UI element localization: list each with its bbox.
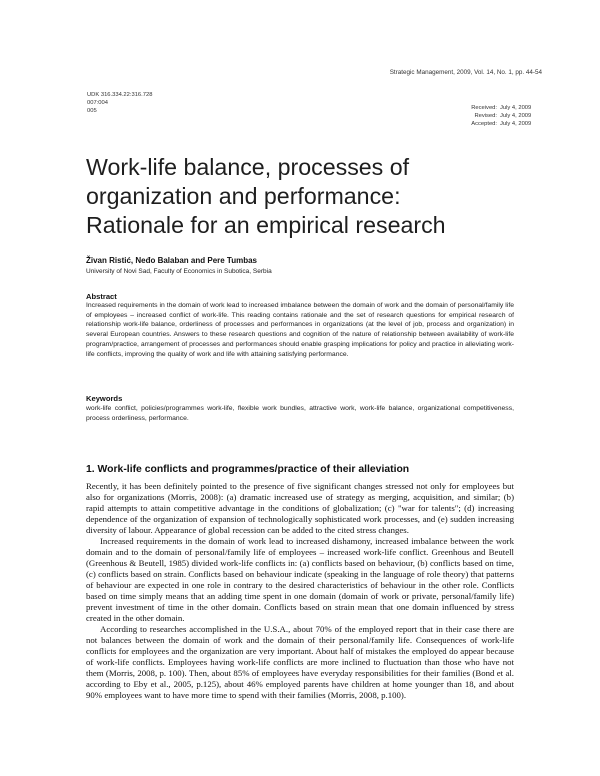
udc-line: 005 [87, 108, 97, 114]
keywords-heading: Keywords [86, 394, 123, 403]
abstract-text: Increased requirements in the domain of work lead to increased imbalance between the domain of work and the domain of personal/family life of employees – increased conflict of work-life. This reading contains rationale and the set of research questions for empirical research of relationship work-life balance, orderliness of processes and performances in organizations (at the level of job, process and organization) in several European countries. Answers to these research questions and cognition of the nature of relationship between availability of work-life program/practice, arrangement of processes and performances should enable grasping implications for policy and practice in alleviating work-life conflicts, improving the quality of work and life with attaining satisfying performance. [86, 302, 514, 358]
date-label: Revised: [474, 113, 497, 119]
submission-dates [410, 104, 542, 128]
authors: Živan Ristić, Neđo Balaban and Pere Tumbas [86, 256, 258, 265]
keywords-text: work-life conflict, policies/programmes work-life, flexible work bundles, attractive work, work-life balance, organizational competitiveness, process orderliness, performance. [86, 405, 514, 422]
title-line: Work-life balance, processes of [86, 154, 410, 180]
date-value: July 4, 2009 [500, 105, 532, 111]
title-line: Rationale for an empirical research [86, 212, 446, 238]
udc-codes [87, 91, 152, 115]
accepted-date [410, 120, 542, 128]
udc-line: UDK 316.334.22:316.728 [87, 92, 153, 98]
journal-reference: Strategic Management, 2009, Vol. 14, No. 1, pp. 44-54 [389, 69, 542, 76]
date-label: Received: [471, 105, 497, 111]
title-line: organization and performance: [86, 183, 401, 209]
paragraph: Increased requirements in the domain of work lead to increased dishamony, increased imbalance between the work domain and to the domain of personal/family life of employees – increased work-life conflict. Greenhous and Beutell (Greenhous & Beutell, 1985) divided work-life conflicts in: (a) conflicts based on behaviour, (b) conflicts based on time, (c) conflicts based on strain. Conflicts based on behaviour indicate (speaking in the language of role theory) that patterns of behaviour are expected in one role in contrary to the desired characteristics of behaviour in the other role. Conflicts based on time simply means that an adding time spent in one domain (domain of work or private, personal/family life) prevent investment of time in the other domain. Conflicts based on strain mean that one domain influenced by stress created in the other domain. [86, 536, 514, 623]
paragraph: Recently, it has been definitely pointed to the presence of five significant changes stressed not only for employees but also for organizations (Morris, 2008): (a) dramatic increased use of strategy as merging, acquisition, and similar; (b) rapid attempts to attain competitive advantage in the conditions of globalization; (c) "war for talents"; (d) increasing dependence of the organization of expansion of technologically sophisticated work processes, and (e) sudden increasing diversity of labour. Appearance of global recession can be added to the cited stress changes. [86, 481, 514, 535]
date-label: Accepted: [471, 121, 497, 127]
date-value: July 4, 2009 [500, 113, 532, 119]
article-title [86, 153, 526, 240]
section-body [86, 481, 514, 701]
paragraph: According to researches accomplished in the U.S.A., about 70% of the employed report that in their case there are not balances between the domain of work and the domain of their personal/family life. Consequences of work-life conflicts for employees and the organization are very important. About half of mistakes the employed do appear because of work-life conflicts. Employees having work-life conflicts are more inclined to fluctuation than those who have not them (Morris, 2008, p. 100). Then, about 85% of employees have everyday responsibilities for their families (Bond et al. according to Eby et al., 2005, p.125), about 46% employed parents have children at home younger than 18, and about 90% employees want to have more time to spend with their families (Morris, 2008, p.100). [86, 624, 514, 700]
abstract-heading: Abstract [86, 292, 117, 301]
received-date [410, 104, 542, 112]
date-value: July 4, 2009 [500, 121, 532, 127]
affiliation: University of Novi Sad, Faculty of Economics in Subotica, Serbia [86, 268, 272, 275]
section-heading: 1. Work-life conflicts and programmes/practice of their alleviation [86, 464, 410, 475]
revised-date [410, 112, 542, 120]
udc-line: 007:004 [87, 100, 108, 106]
